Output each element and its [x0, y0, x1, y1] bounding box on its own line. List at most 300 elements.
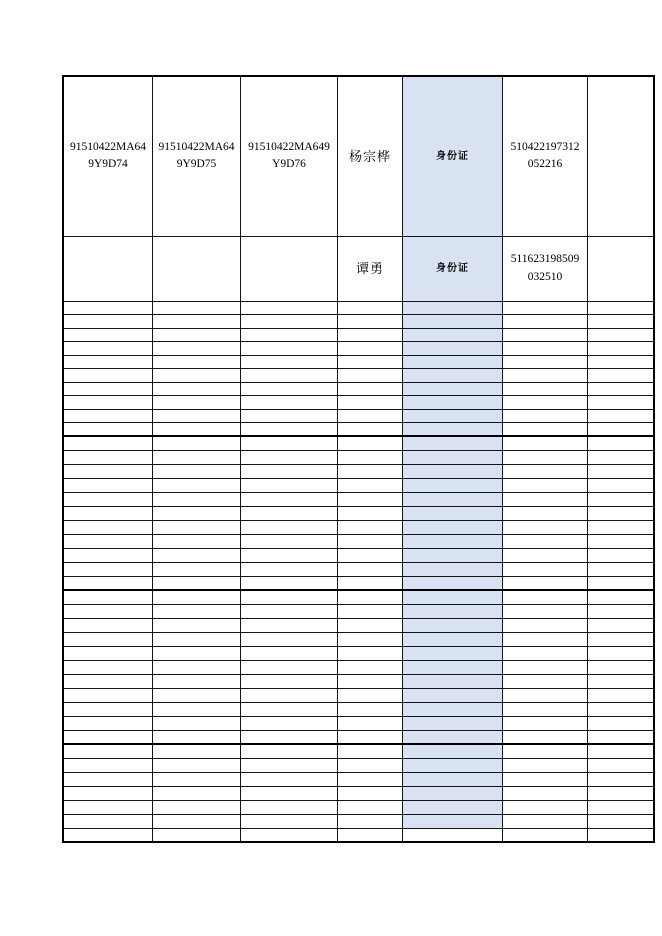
cell[interactable]	[241, 548, 338, 562]
cell[interactable]	[503, 464, 588, 478]
cell[interactable]	[241, 758, 338, 772]
cell[interactable]	[153, 464, 241, 478]
cell[interactable]	[503, 369, 588, 383]
cell[interactable]	[241, 688, 338, 702]
cell[interactable]	[153, 758, 241, 772]
cell[interactable]	[588, 674, 655, 688]
cell[interactable]	[63, 590, 153, 604]
cell[interactable]	[588, 478, 655, 492]
cell[interactable]	[241, 492, 338, 506]
cell[interactable]	[403, 355, 503, 369]
cell[interactable]	[153, 409, 241, 423]
cell[interactable]	[63, 688, 153, 702]
cell[interactable]	[338, 464, 403, 478]
table-body	[63, 76, 654, 842]
cell[interactable]	[403, 328, 503, 342]
name-cell[interactable]: 杨宗桦	[338, 76, 403, 236]
cell[interactable]	[588, 342, 655, 356]
cell[interactable]	[153, 646, 241, 660]
cell[interactable]	[403, 828, 503, 842]
cell[interactable]	[153, 632, 241, 646]
cell[interactable]	[338, 702, 403, 716]
number-cell[interactable]: 510422197312052216	[503, 76, 588, 236]
cell[interactable]	[241, 716, 338, 730]
cell[interactable]	[503, 772, 588, 786]
cell[interactable]	[503, 716, 588, 730]
cell[interactable]	[338, 660, 403, 674]
cell[interactable]	[503, 506, 588, 520]
cell[interactable]	[503, 328, 588, 342]
cell[interactable]	[63, 772, 153, 786]
cell[interactable]	[338, 492, 403, 506]
cell[interactable]	[588, 464, 655, 478]
cell[interactable]	[588, 730, 655, 744]
cell[interactable]	[63, 478, 153, 492]
cell[interactable]	[403, 464, 503, 478]
cell[interactable]	[403, 646, 503, 660]
cell[interactable]	[153, 674, 241, 688]
cell[interactable]	[63, 702, 153, 716]
cell[interactable]	[403, 772, 503, 786]
cell[interactable]	[588, 744, 655, 758]
cell[interactable]	[503, 604, 588, 618]
cell[interactable]	[403, 369, 503, 383]
cell[interactable]	[338, 342, 403, 356]
cell[interactable]	[63, 369, 153, 383]
cell[interactable]	[153, 576, 241, 590]
cell[interactable]	[241, 450, 338, 464]
id-type-cell[interactable]: 身份证	[403, 76, 503, 236]
cell[interactable]	[588, 328, 655, 342]
cell[interactable]	[338, 423, 403, 437]
table-row	[63, 716, 654, 730]
cell[interactable]	[503, 520, 588, 534]
number-cell[interactable]: 91510422MA649Y9D74	[63, 76, 153, 236]
cell[interactable]	[153, 315, 241, 329]
cell[interactable]	[503, 355, 588, 369]
cell[interactable]	[241, 646, 338, 660]
cell[interactable]	[588, 590, 655, 604]
cell[interactable]	[403, 396, 503, 410]
table-row	[63, 800, 654, 814]
table-row	[63, 409, 654, 423]
cell[interactable]	[153, 618, 241, 632]
cell[interactable]	[503, 590, 588, 604]
cell[interactable]	[63, 744, 153, 758]
cell[interactable]	[241, 632, 338, 646]
cell[interactable]	[241, 828, 338, 842]
cell[interactable]	[588, 423, 655, 437]
cell[interactable]	[338, 396, 403, 410]
cell[interactable]	[588, 450, 655, 464]
cell[interactable]	[63, 646, 153, 660]
cell[interactable]	[403, 576, 503, 590]
cell[interactable]	[588, 236, 655, 301]
cell[interactable]	[153, 520, 241, 534]
cell[interactable]	[153, 562, 241, 576]
cell[interactable]	[403, 744, 503, 758]
cell[interactable]	[63, 618, 153, 632]
cell[interactable]	[153, 660, 241, 674]
cell[interactable]	[338, 369, 403, 383]
cell[interactable]	[63, 315, 153, 329]
cell[interactable]	[338, 328, 403, 342]
cell[interactable]	[241, 301, 338, 315]
cell[interactable]	[338, 758, 403, 772]
cell[interactable]	[588, 520, 655, 534]
cell[interactable]	[153, 236, 241, 301]
cell[interactable]	[403, 632, 503, 646]
cell[interactable]	[63, 814, 153, 828]
cell[interactable]	[338, 772, 403, 786]
cell[interactable]	[503, 382, 588, 396]
cell[interactable]	[403, 423, 503, 437]
cell[interactable]	[338, 562, 403, 576]
table-row	[63, 520, 654, 534]
cell[interactable]	[403, 409, 503, 423]
cell[interactable]	[503, 786, 588, 800]
cell[interactable]	[403, 562, 503, 576]
cell[interactable]	[241, 800, 338, 814]
cell[interactable]	[338, 716, 403, 730]
cell[interactable]	[503, 548, 588, 562]
cell[interactable]	[403, 450, 503, 464]
table-row	[63, 450, 654, 464]
cell[interactable]	[241, 702, 338, 716]
cell[interactable]	[153, 369, 241, 383]
cell[interactable]	[338, 744, 403, 758]
cell[interactable]	[153, 730, 241, 744]
cell[interactable]	[153, 492, 241, 506]
cell[interactable]	[241, 328, 338, 342]
cell[interactable]	[153, 506, 241, 520]
cell[interactable]	[588, 786, 655, 800]
cell[interactable]	[63, 301, 153, 315]
cell[interactable]	[588, 604, 655, 618]
cell[interactable]	[588, 688, 655, 702]
cell[interactable]	[503, 534, 588, 548]
cell[interactable]	[338, 786, 403, 800]
cell[interactable]	[588, 562, 655, 576]
cell[interactable]	[63, 632, 153, 646]
table-row	[63, 436, 654, 450]
cell[interactable]	[588, 660, 655, 674]
cell[interactable]	[403, 800, 503, 814]
id-type-cell[interactable]: 身份证	[403, 236, 503, 301]
cell[interactable]	[588, 315, 655, 329]
cell[interactable]	[588, 814, 655, 828]
cell[interactable]	[338, 674, 403, 688]
cell[interactable]	[338, 828, 403, 842]
cell[interactable]	[403, 814, 503, 828]
cell[interactable]	[63, 548, 153, 562]
cell[interactable]	[588, 409, 655, 423]
cell[interactable]	[588, 492, 655, 506]
cell[interactable]	[403, 382, 503, 396]
cell[interactable]	[403, 660, 503, 674]
cell[interactable]	[241, 730, 338, 744]
cell[interactable]	[153, 828, 241, 842]
cell[interactable]	[403, 342, 503, 356]
cell[interactable]	[153, 436, 241, 450]
cell[interactable]	[503, 646, 588, 660]
cell[interactable]	[403, 730, 503, 744]
cell[interactable]	[63, 464, 153, 478]
cell[interactable]	[241, 355, 338, 369]
cell[interactable]	[63, 534, 153, 548]
cell[interactable]	[241, 342, 338, 356]
cell[interactable]	[588, 646, 655, 660]
cell[interactable]	[338, 632, 403, 646]
cell[interactable]	[403, 492, 503, 506]
cell[interactable]	[153, 688, 241, 702]
cell[interactable]	[63, 562, 153, 576]
cell[interactable]	[241, 236, 338, 301]
cell[interactable]	[153, 604, 241, 618]
cell[interactable]	[403, 618, 503, 632]
cell[interactable]	[63, 328, 153, 342]
cell[interactable]	[403, 506, 503, 520]
cell[interactable]	[153, 328, 241, 342]
cell[interactable]	[63, 604, 153, 618]
cell[interactable]	[403, 548, 503, 562]
table-row	[63, 355, 654, 369]
cell[interactable]	[503, 436, 588, 450]
cell[interactable]	[338, 730, 403, 744]
cell[interactable]	[338, 814, 403, 828]
cell[interactable]	[241, 520, 338, 534]
cell[interactable]	[338, 520, 403, 534]
cell[interactable]	[503, 814, 588, 828]
cell[interactable]	[241, 534, 338, 548]
cell[interactable]	[241, 436, 338, 450]
cell[interactable]	[588, 548, 655, 562]
cell[interactable]	[241, 674, 338, 688]
cell[interactable]	[503, 576, 588, 590]
cell[interactable]	[588, 758, 655, 772]
cell[interactable]	[503, 409, 588, 423]
cell[interactable]	[588, 632, 655, 646]
cell[interactable]	[403, 604, 503, 618]
cell[interactable]	[338, 382, 403, 396]
cell[interactable]	[588, 716, 655, 730]
cell[interactable]	[63, 786, 153, 800]
cell[interactable]	[63, 674, 153, 688]
cell[interactable]	[63, 436, 153, 450]
cell[interactable]	[338, 436, 403, 450]
cell[interactable]	[588, 301, 655, 315]
cell[interactable]	[403, 478, 503, 492]
cell[interactable]	[153, 800, 241, 814]
cell[interactable]	[153, 301, 241, 315]
cell[interactable]	[153, 478, 241, 492]
cell[interactable]	[241, 618, 338, 632]
cell[interactable]	[503, 730, 588, 744]
cell[interactable]	[503, 396, 588, 410]
cell[interactable]	[241, 382, 338, 396]
cell[interactable]	[63, 236, 153, 301]
cell[interactable]	[338, 409, 403, 423]
cell[interactable]	[588, 76, 655, 236]
cell[interactable]	[403, 758, 503, 772]
cell[interactable]	[63, 450, 153, 464]
cell[interactable]	[503, 632, 588, 646]
name-cell[interactable]: 谭勇	[338, 236, 403, 301]
cell[interactable]	[403, 534, 503, 548]
cell[interactable]	[503, 450, 588, 464]
cell[interactable]	[338, 646, 403, 660]
cell[interactable]	[153, 772, 241, 786]
table-row	[63, 396, 654, 410]
cell[interactable]	[503, 315, 588, 329]
cell[interactable]	[241, 464, 338, 478]
cell[interactable]	[403, 520, 503, 534]
cell[interactable]	[588, 828, 655, 842]
cell[interactable]	[588, 436, 655, 450]
cell[interactable]	[63, 492, 153, 506]
cell[interactable]	[63, 520, 153, 534]
cell[interactable]	[241, 369, 338, 383]
cell[interactable]	[153, 814, 241, 828]
cell[interactable]	[588, 618, 655, 632]
cell[interactable]	[503, 492, 588, 506]
cell[interactable]	[241, 409, 338, 423]
cell[interactable]	[503, 828, 588, 842]
cell[interactable]	[503, 758, 588, 772]
cell[interactable]	[403, 786, 503, 800]
cell[interactable]	[338, 450, 403, 464]
cell[interactable]	[241, 576, 338, 590]
cell[interactable]	[403, 702, 503, 716]
cell[interactable]	[153, 590, 241, 604]
cell[interactable]	[588, 355, 655, 369]
cell[interactable]	[503, 688, 588, 702]
cell[interactable]	[153, 744, 241, 758]
cell[interactable]	[338, 301, 403, 315]
number-cell[interactable]: 91510422MA649Y9D76	[241, 76, 338, 236]
cell[interactable]	[153, 786, 241, 800]
cell[interactable]	[63, 342, 153, 356]
cell[interactable]	[338, 688, 403, 702]
cell[interactable]	[403, 688, 503, 702]
table-row	[63, 534, 654, 548]
cell[interactable]	[153, 396, 241, 410]
cell[interactable]	[588, 534, 655, 548]
cell[interactable]	[241, 506, 338, 520]
cell[interactable]	[153, 355, 241, 369]
cell[interactable]	[403, 716, 503, 730]
cell[interactable]	[241, 315, 338, 329]
cell[interactable]	[63, 758, 153, 772]
number-cell[interactable]: 91510422MA649Y9D75	[153, 76, 241, 236]
cell[interactable]	[503, 800, 588, 814]
cell[interactable]	[503, 702, 588, 716]
cell[interactable]	[588, 382, 655, 396]
cell[interactable]	[153, 534, 241, 548]
cell[interactable]	[63, 800, 153, 814]
cell[interactable]	[338, 478, 403, 492]
cell[interactable]	[503, 744, 588, 758]
cell[interactable]	[241, 604, 338, 618]
cell[interactable]	[153, 342, 241, 356]
cell[interactable]	[338, 576, 403, 590]
cell[interactable]	[153, 548, 241, 562]
table-row	[63, 618, 654, 632]
cell[interactable]	[153, 716, 241, 730]
cell[interactable]	[241, 814, 338, 828]
cell[interactable]	[588, 506, 655, 520]
cell[interactable]	[338, 604, 403, 618]
cell[interactable]	[63, 576, 153, 590]
cell[interactable]	[63, 716, 153, 730]
cell[interactable]	[338, 506, 403, 520]
cell[interactable]	[588, 369, 655, 383]
cell[interactable]	[153, 382, 241, 396]
cell[interactable]	[338, 315, 403, 329]
cell[interactable]	[403, 590, 503, 604]
cell[interactable]	[403, 436, 503, 450]
cell[interactable]	[503, 478, 588, 492]
cell[interactable]	[503, 301, 588, 315]
cell[interactable]	[241, 590, 338, 604]
cell[interactable]	[503, 423, 588, 437]
number-cell[interactable]: 511623198509032510	[503, 236, 588, 301]
cell[interactable]	[241, 660, 338, 674]
cell[interactable]	[588, 396, 655, 410]
cell[interactable]	[403, 301, 503, 315]
cell[interactable]	[63, 506, 153, 520]
cell[interactable]	[63, 828, 153, 842]
cell[interactable]	[503, 660, 588, 674]
cell[interactable]	[63, 382, 153, 396]
cell[interactable]	[338, 618, 403, 632]
cell[interactable]	[63, 423, 153, 437]
cell[interactable]	[588, 702, 655, 716]
cell[interactable]	[63, 409, 153, 423]
cell[interactable]	[153, 450, 241, 464]
cell[interactable]	[153, 423, 241, 437]
cell[interactable]	[338, 800, 403, 814]
cell[interactable]	[338, 548, 403, 562]
cell[interactable]	[403, 315, 503, 329]
cell[interactable]	[338, 355, 403, 369]
cell[interactable]	[338, 590, 403, 604]
cell[interactable]	[241, 423, 338, 437]
table-row	[63, 492, 654, 506]
table-row	[63, 772, 654, 786]
cell[interactable]	[588, 576, 655, 590]
cell[interactable]	[503, 342, 588, 356]
cell[interactable]	[338, 534, 403, 548]
cell[interactable]	[63, 660, 153, 674]
cell[interactable]	[403, 674, 503, 688]
cell[interactable]	[241, 396, 338, 410]
cell[interactable]	[503, 618, 588, 632]
cell[interactable]	[63, 396, 153, 410]
cell[interactable]	[241, 744, 338, 758]
cell[interactable]	[241, 562, 338, 576]
cell[interactable]	[588, 772, 655, 786]
cell[interactable]	[241, 478, 338, 492]
cell[interactable]	[503, 562, 588, 576]
cell[interactable]	[241, 772, 338, 786]
cell[interactable]	[63, 355, 153, 369]
cell[interactable]	[63, 730, 153, 744]
cell[interactable]	[503, 674, 588, 688]
cell[interactable]	[241, 786, 338, 800]
cell[interactable]	[588, 800, 655, 814]
cell[interactable]	[153, 702, 241, 716]
